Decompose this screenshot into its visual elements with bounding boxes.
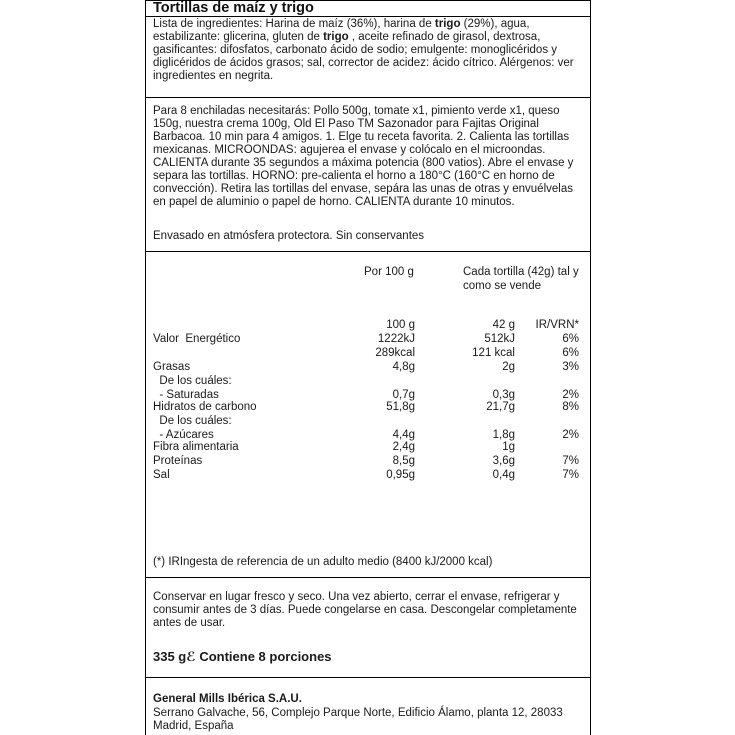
product-title: Tortillas de maíz y trigo (153, 0, 314, 16)
table-row (146, 401, 592, 413)
nutrient-label: Valor Energético (153, 333, 241, 345)
table-row (146, 455, 592, 467)
value-per-42g: 1g (502, 441, 515, 453)
company-address: Serrano Galvache, 56, Complejo Parque Norte, Edificio Álamo, planta 12, 28033 Madrid, España (153, 707, 563, 732)
value-ir: 7% (562, 455, 579, 467)
value-per-42g: 0,4g (492, 469, 515, 481)
value-per-42g: 512kJ (484, 333, 515, 345)
value-ir: 7% (562, 469, 579, 481)
value-per-42g: 3,6g (492, 455, 515, 467)
value-per-100g: 2,4g (392, 441, 415, 453)
value-per-100g: 51,8g (386, 401, 415, 413)
value-per-100g: 289kcal (375, 347, 415, 359)
nutrient-label: Sal (153, 469, 170, 481)
value-ir: 3% (562, 361, 579, 373)
nutrient-label: Proteínas (153, 455, 203, 467)
header-per-tortilla (463, 265, 579, 293)
sub-ir: IR/VRN* (535, 319, 579, 331)
table-row (146, 441, 592, 453)
nutrition-subheader (146, 319, 592, 331)
table-row (146, 333, 592, 345)
label-panel (145, 0, 591, 735)
divider (146, 251, 590, 252)
value-ir: 2% (562, 429, 579, 441)
header-per-tortilla-line1: Cada tortilla (42g) tal y (463, 266, 579, 278)
table-row (146, 361, 592, 373)
company-name: General Mills Ibérica S.A.U. (153, 693, 302, 705)
nutrient-label: Grasas (153, 361, 191, 373)
value-per-100g: 8,5g (392, 455, 415, 467)
divider (146, 677, 590, 678)
nutrient-label: De los cuáles: (153, 375, 232, 387)
value-per-100g: 0,7g (392, 389, 415, 401)
divider (146, 97, 590, 98)
value-per-100g: 4,8g (392, 361, 415, 373)
table-row (146, 389, 592, 401)
ingredients-text: Lista de ingredientes: Harina de maíz (36%), harina de trigo (29%), agua, estabilizante: glicerina, gluten de trigo , aceite refinado de girasol, dextrosa, gasificantes: difosfatos, carbonato ácido de sodio; emulgente: monoglicéridos y diglicéridos de ácidos grasos; sal, corrector de acidez: ácido cítrico. Alérgenos: ver ingredientes en negrita. (153, 18, 574, 82)
nutrient-label: Hidratos de carbono (153, 401, 257, 413)
table-row (146, 347, 592, 359)
value-ir: 6% (562, 347, 579, 359)
value-per-42g: 2g (502, 361, 515, 373)
packaging-text: Envasado en atmósfera protectora. Sin conservantes (153, 230, 425, 242)
storage-text: Conservar en lugar fresco y seco. Una vez abierto, cerrar el envase, refrigerar y consumir antes de 3 días. Puede congelarse en casa. Descongelar completamente antes de usar. (153, 591, 577, 629)
sub-100g: 100 g (386, 319, 415, 331)
table-row (146, 375, 592, 387)
table-row (146, 429, 592, 441)
nutrient-label: De los cuáles: (153, 415, 232, 427)
value-per-42g: 21,7g (486, 401, 515, 413)
nutrient-label: Fibra alimentaria (153, 441, 239, 453)
header-per-100g: Por 100 g (364, 266, 414, 278)
sub-42g: 42 g (492, 319, 515, 331)
value-ir: 8% (562, 401, 579, 413)
footnote: (*) IRIngesta de referencia de un adulto medio (8400 kJ/2000 kcal) (153, 556, 493, 568)
value-per-100g: 0,95g (386, 469, 415, 481)
divider (146, 16, 590, 17)
table-row (146, 415, 592, 427)
net-quantity: 335 gℰ Contiene 8 porciones (153, 649, 332, 664)
value-ir: 2% (562, 389, 579, 401)
header-per-tortilla-line2: como se vende (463, 280, 541, 292)
table-row (146, 469, 592, 481)
nutrient-label: - Saturadas (153, 389, 219, 401)
value-ir: 6% (562, 333, 579, 345)
value-per-42g: 0,3g (492, 389, 515, 401)
divider (146, 577, 590, 578)
nutrient-label: - Azúcares (153, 429, 214, 441)
recipe-text: Para 8 enchiladas necesitarás: Pollo 500g, tomate x1, pimiento verde x1, queso 150g, nuestra crema 100g, Old El Paso TM Sazonador para Fajitas Original Barbacoa. 10 min para 4 amigos. 1. Elge tu receta favorita. 2. Calienta las tortillas mexicanas. MICROONDAS: agujerea el envase y colócalo en el microondas. CALIENTA durante 35 segundos a máxima potencia (800 vatios). Abre el envase y separa las tortillas. HORNO: pre-calienta el horno a 180°C (160°C en horno de convección). Retira las tortillas del envase, sepára las unas de otras y envuélvelas en papel de aluminio o papel de horno. CALIENTA durante 10 minutos. (153, 105, 574, 208)
value-per-100g: 1222kJ (377, 333, 415, 345)
value-per-42g: 1,8g (492, 429, 515, 441)
value-per-42g: 121 kcal (472, 347, 515, 359)
value-per-100g: 4,4g (392, 429, 415, 441)
